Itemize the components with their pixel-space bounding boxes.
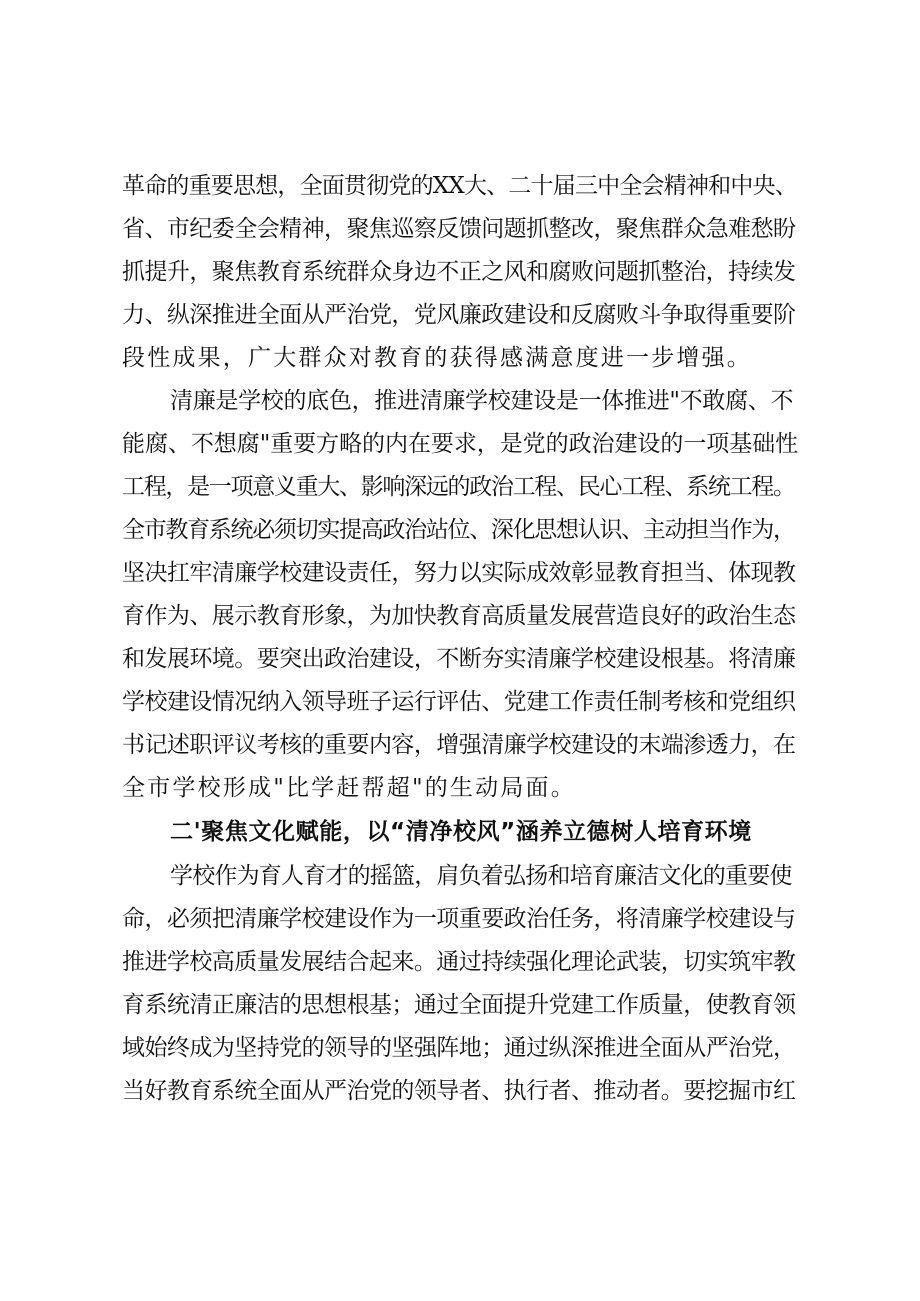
paragraph-2-line-10: 全市学校形成"比学赶帮超"的生动局面。 <box>122 775 576 801</box>
paragraph-3-line-6: 当好教育系统全面从严治党的领导者、执行者、推动者。要挖掘市红 <box>122 1078 796 1104</box>
paragraph-3-line-4: 育系统清正廉洁的思想根基；通过全面提升党建工作质量，使教育领 <box>122 992 796 1018</box>
paragraph-2-line-2: 能腐、不想腐"重要方略的内在要求，是党的政治建设的一项基础性 <box>122 431 799 457</box>
paragraph-2-line-3: 工程，是一项意义重大、影响深远的政治工程、民心工程、系统工程。 <box>122 474 795 500</box>
paragraph-2-line-5: 坚决扛牢清廉学校建设责任，努力以实际成效彰显教育担当、体现教 <box>122 560 796 586</box>
paragraph-1-line-1: 革命的重要思想，全面贯彻党的XX大、二十届三中全会精神和中央、 <box>122 173 797 199</box>
paragraph-2-line-6: 育作为、展示教育形象，为加快教育高质量发展营造良好的政治生态 <box>122 603 796 629</box>
paragraph-3-line-2: 命，必须把清廉学校建设作为一项重要政治任务，将清廉学校建设与 <box>122 906 796 932</box>
section-heading: 二'聚焦文化赋能，以“清净校风”涵养立德树人培育环境 <box>170 819 752 845</box>
paragraph-3-line-5: 域始终成为坚持党的领导的坚强阵地；通过纵深推进全面从严治党， <box>122 1035 796 1061</box>
paragraph-2-line-1: 清廉是学校的底色，推进清廉学校建设是一体推进"不敢腐、不 <box>170 388 794 414</box>
paragraph-3-line-1: 学校作为育人育才的摇篮，肩负着弘扬和培育廉洁文化的重要使 <box>170 863 792 889</box>
paragraph-2-line-7: 和发展环境。要突出政治建设，不断夯实清廉学校建设根基。将清廉 <box>122 646 796 672</box>
paragraph-3-line-3: 推进学校高质量发展结合起来。通过持续强化理论武装，切实筑牢教 <box>122 949 796 975</box>
paragraph-1-line-4: 力、纵深推进全面从严治党，党风廉政建设和反腐败斗争取得重要阶 <box>122 302 796 328</box>
paragraph-2-line-8: 学校建设情况纳入领导班子运行评估、党建工作责任制考核和党组织 <box>122 689 796 715</box>
paragraph-1-line-3: 抓提升，聚焦教育系统群众身边不正之风和腐败问题抓整治，持续发 <box>122 259 796 285</box>
paragraph-1-line-2: 省、市纪委全会精神，聚焦巡察反馈问题抓整改，聚焦群众急难愁盼 <box>122 216 796 242</box>
paragraph-2-line-9: 书记述职评议考核的重要内容，增强清廉学校建设的末端渗透力，在 <box>122 732 796 758</box>
paragraph-1-line-5: 段性成果，广大群众对教育的获得感满意度进一步增强。 <box>122 345 752 371</box>
paragraph-2-line-4: 全市教育系统必须切实提高政治站位、深化思想认识、主动担当作为， <box>122 517 795 543</box>
